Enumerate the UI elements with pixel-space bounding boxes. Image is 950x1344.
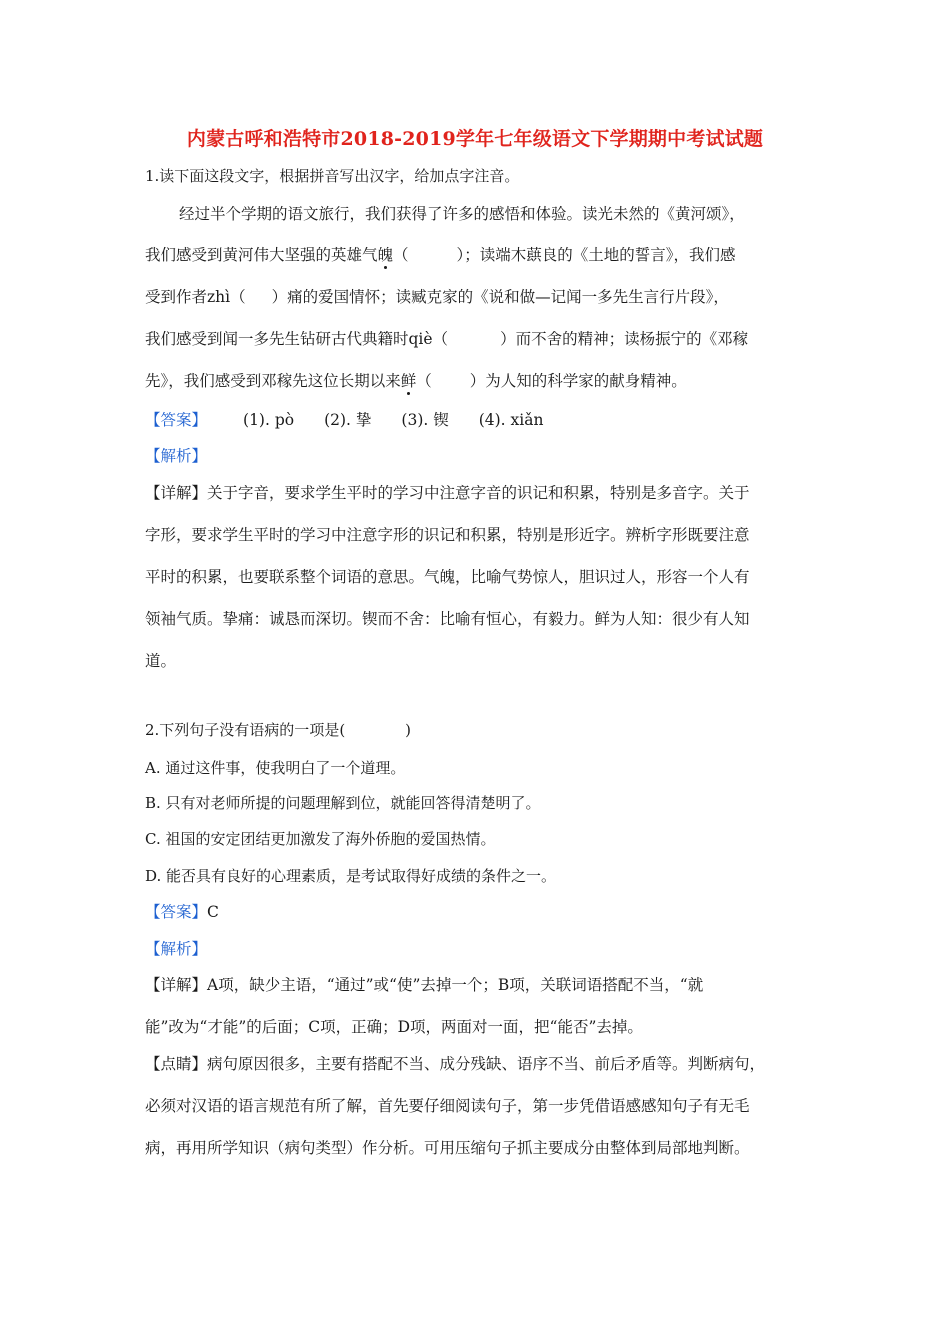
- dotted-char-po: 魄: [377, 246, 394, 264]
- q2-answer-row: [145, 902, 219, 922]
- document-title: 内蒙古呼和浩特市2018-2019学年七年级语文下学期期中考试试题: [186, 128, 764, 150]
- q2-comment-line-1: 【点睛】病句原因很多，主要有搭配不当、成分残缺、语序不当、前后矛盾等。判断病句，: [145, 1055, 766, 1073]
- answer-item: (1). pò: [243, 411, 295, 429]
- q1-detail-line-1: 【详解】关于字音，要求学生平时的学习中注意字音的识记和积累，特别是多音字。关于: [145, 484, 750, 502]
- q2-comment-line-2: 必须对汉语的语言规范有所了解，首先要仔细阅读句子，第一步凭借语感感知句子有无毛: [145, 1097, 750, 1115]
- q2-comment-line-3: 病，再用所学知识（病句类型）作分析。可用压缩句子抓主要成分由整体到局部地判断。: [145, 1139, 750, 1157]
- q1-detail-line-3: 平时的积累，也要联系整个词语的意思。气魄，比喻气势惊人，胆识过人，形容一个人有: [145, 568, 750, 586]
- q2-option-a: A. 通过这件事，使我明白了一个道理。: [145, 759, 406, 777]
- q2-option-b: B. 只有对老师所提的问题理解到位，就能回答得清楚明了。: [145, 794, 541, 812]
- q1-analysis-tag: 【解析】: [145, 447, 208, 465]
- answer-item: (2). 挚: [324, 411, 372, 429]
- q1-passage-line-1: 经过半个学期的语文旅行，我们获得了许多的感悟和体验。读光未然的《黄河颂》，: [179, 205, 745, 223]
- q1-detail-line-2: 字形，要求学生平时的学习中注意字形的识记和积累，特别是形近字。辨析字形既要注意: [145, 526, 750, 544]
- comment-tag: 【点睛】: [145, 1055, 208, 1073]
- q2-detail-line-2: 能”改为“才能”的后面；C项，正确；D项，两面对一面，把“能否”去掉。: [145, 1018, 643, 1036]
- q2-option-d: D. 能否具有良好的心理素质，是考试取得好成绩的条件之一。: [145, 867, 557, 885]
- q1-prompt: 1.读下面这段文字，根据拼音写出汉字，给加点字注音。: [145, 167, 520, 185]
- q1-passage-line-3: 受到作者zhì（ ）痛的爱国情怀；读臧克家的《说和做—记闻一多先生言行片段》，: [145, 288, 729, 306]
- q2-prompt: 2.下列句子没有语病的一项是( ): [145, 721, 412, 739]
- q1-detail-line-5: 道。: [145, 652, 177, 670]
- q2-analysis-tag: 【解析】: [145, 940, 208, 958]
- q1-passage-line-4: 我们感受到闻一多先生钻研古代典籍时qiè（ ）而不舍的精神；读杨振宁的《邓稼: [145, 330, 749, 348]
- detail-tag: 【详解】: [145, 484, 208, 502]
- answer-tag: 【答案】: [145, 411, 208, 429]
- answer-item: (3). 锲: [401, 411, 449, 429]
- detail-tag: 【详解】: [145, 976, 208, 994]
- q1-detail-line-4: 领袖气质。挚痛：诚恳而深切。锲而不舍：比喻有恒心，有毅力。鲜为人知：很少有人知: [145, 610, 750, 628]
- q1-answer-row: [145, 410, 543, 430]
- q2-option-c: C. 祖国的安定团结更加激发了海外侨胞的爱国热情。: [145, 830, 496, 848]
- answer-item: (4). xiǎn: [478, 411, 544, 429]
- dotted-char-xian: 鲜: [400, 372, 417, 390]
- q1-passage-line-5: 先》，我们感受到邓稼先这位长期以来鲜（ ）为人知的科学家的献身精神。: [145, 372, 687, 390]
- q1-passage-line-2: 我们感受到黄河伟大坚强的英雄气魄（ ）；读端木蕻良的《土地的誓言》，我们感: [145, 246, 736, 264]
- answer-value: C: [207, 903, 219, 921]
- q2-detail-line-1: 【详解】A项，缺少主语，“通过”或“使”去掉一个；B项，关联词语搭配不当，“就: [145, 976, 704, 994]
- answer-tag: 【答案】: [145, 903, 208, 921]
